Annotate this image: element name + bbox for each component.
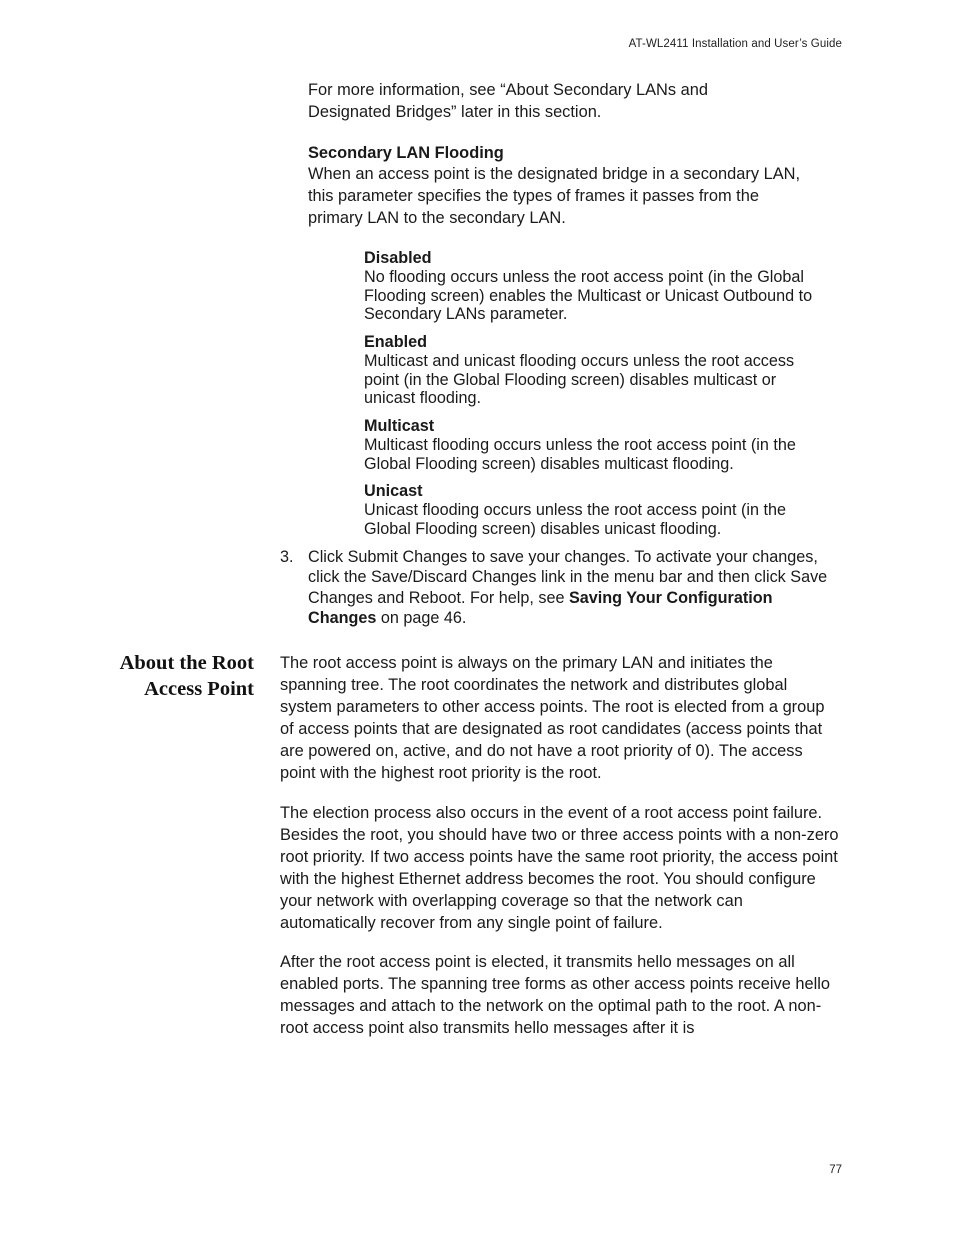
step-page-ref: on page 46. xyxy=(376,609,467,628)
option-multicast xyxy=(364,417,816,473)
step-number: 3. xyxy=(280,548,294,566)
option-description: Unicast flooding occurs unless the root access point (in the Global Flooding screen) disables unicast flooding. xyxy=(364,500,786,538)
flooding-parameter-description: When an access point is the designated bridge in a secondary LAN, this parameter specifies the types of frames it passes from the primary LAN to the secondary LAN. xyxy=(308,165,801,227)
flooding-parameter-title-text: Secondary LAN Flooding xyxy=(308,144,504,162)
option-title: Disabled xyxy=(364,249,432,267)
body-paragraph-2: The election process also occurs in the event of a root access point failure. Besides the root, you should have two or three access points with a non-zero root priority. If two access points have the same root priority, the access point with the highest Ethernet address becomes the root. You should configure your network with overlapping coverage so that the network can automatically recover from any single point of failure. xyxy=(280,804,839,932)
option-description: Multicast flooding occurs unless the root access point (in the Global Flooding screen) disables multicast flooding. xyxy=(364,435,796,473)
section-heading xyxy=(60,650,254,702)
running-header: AT-WL2411 Installation and User’s Guide xyxy=(628,38,842,50)
option-enabled xyxy=(364,333,816,408)
option-title: Multicast xyxy=(364,417,435,435)
step-instruction: Click Submit Changes to save your changes. To activate your changes, click the Save/Discard Changes link in the menu bar and then click Save Changes and Reboot. For help, see xyxy=(308,548,828,607)
page-number: 77 xyxy=(829,1164,842,1176)
section-heading-line-2: Access Point xyxy=(144,678,254,700)
step-text xyxy=(308,547,842,629)
option-unicast xyxy=(364,482,816,538)
procedure-step-3 xyxy=(280,547,842,629)
option-title: Enabled xyxy=(364,333,427,351)
section-heading-line-1: About the Root xyxy=(119,652,254,674)
body-paragraph-3: After the root access point is elected, it transmits hello messages on all enabled ports. The spanning tree forms as other access points receive hello messages and attach to the network on the optimal path to the root. A non-root access point also transmits hello messages after it is xyxy=(280,953,831,1037)
body-paragraph-1: The root access point is always on the primary LAN and initiates the spanning tree. The root coordinates the network and distributes global system parameters to other access points. The root is elected from a group of access points that are designated as root candidates (access points that are powered on, active, and do not have a root priority of 0). The access point with the highest root priority is the root. xyxy=(280,654,825,782)
option-description: Multicast and unicast flooding occurs unless the root access point (in the Global Flooding screen) disables multicast or unicast flooding. xyxy=(364,351,795,408)
cross-reference-link[interactable]: Saving Your Configuration Changes xyxy=(308,588,773,628)
option-description: No flooding occurs unless the root access point (in the Global Flooding screen) enables the Multicast or Unicast Outbound to Secondary LANs parameter. xyxy=(364,267,813,324)
intro-paragraph: For more information, see “About Secondary LANs and Designated Bridges” later in this section. xyxy=(308,81,708,121)
option-disabled xyxy=(364,249,816,324)
option-title: Unicast xyxy=(364,482,423,500)
flooding-parameter-title xyxy=(308,142,788,164)
